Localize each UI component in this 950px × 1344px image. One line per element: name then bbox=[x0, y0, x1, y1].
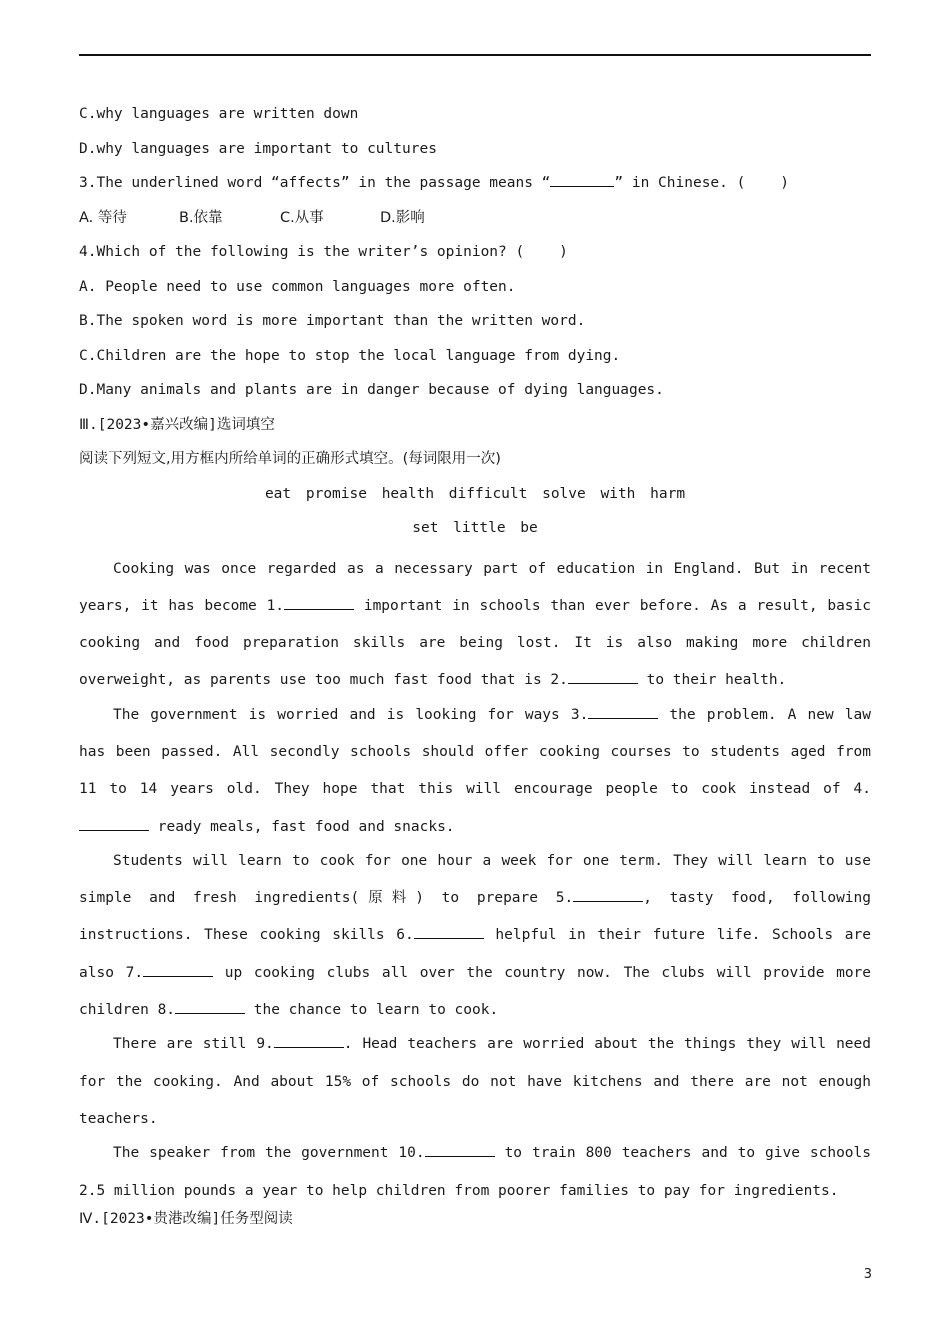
p1-text-c: to their health. bbox=[637, 672, 787, 689]
q3-option-d: D.影响 bbox=[380, 209, 425, 226]
q4-option-d: D.Many animals and plants are in danger because of dying languages. bbox=[79, 382, 664, 398]
blank-10[interactable] bbox=[425, 1142, 495, 1157]
p4-text-b: . Head teachers are worried about the things they will need for the cooking. And about 15% of schools do not have kitchens and there are not enough teachers. bbox=[79, 1036, 871, 1127]
p1-text-a: Cooking was once regarded as a necessary part of education in England. But in recent years, it has become 1. bbox=[79, 560, 871, 614]
page-content bbox=[79, 102, 871, 1241]
p3-text-c: helpful in their future life. Schools are also 7. bbox=[79, 927, 871, 981]
blank-6[interactable] bbox=[414, 924, 484, 939]
blank-5[interactable] bbox=[573, 887, 643, 902]
section4-source: [2023•贵港改编] bbox=[101, 1210, 221, 1227]
section4-heading bbox=[79, 1207, 871, 1242]
section3-heading bbox=[79, 413, 871, 448]
passage-paragraph-3 bbox=[79, 843, 871, 1029]
blank-4[interactable] bbox=[79, 816, 149, 831]
q3-stem-end: ” in Chinese. ( ) bbox=[614, 175, 790, 191]
p2-text-b: the problem. A new law has been passed. All secondly schools should offer cooking courses to students aged from 11 to 14 years old. They hope that this will encourage people to cook instead of 4. bbox=[79, 706, 871, 798]
q2-option-d: D.why languages are important to cultures bbox=[79, 140, 437, 157]
p3-text-b: , tasty food, following instructions. These cooking skills 6. bbox=[79, 890, 871, 944]
blank-8[interactable] bbox=[175, 999, 245, 1014]
q3-stem-start: 3.The underlined word “affects” in the passage means “ bbox=[79, 175, 551, 191]
word-bank-row-1: eat promise health difficult solve with harm bbox=[264, 485, 686, 502]
passage-paragraph-2 bbox=[79, 697, 871, 846]
section4-number: Ⅳ. bbox=[79, 1210, 102, 1227]
section3-instruction: 阅读下列短文,用方框内所给单词的正确形式填空。(每词限用一次) bbox=[79, 451, 501, 467]
p1-text-b: important in schools than ever before. As a result, basic cooking and food preparation skills are being lost. It is also making more children overweight, as parents use too much fast food that is 2. bbox=[79, 597, 871, 689]
q3-option-a: A. 等待 bbox=[79, 209, 127, 226]
q2-option-c: C.why languages are written down bbox=[79, 106, 359, 122]
q4-stem: 4.Which of the following is the writer’s opinion? ( ) bbox=[79, 244, 568, 260]
p4-text-a: There are still 9. bbox=[113, 1036, 274, 1053]
p3-text-a: Students will learn to cook for one hour a week for one term. They will learn to use simple and fresh ingredients(原料) to prepare 5. bbox=[79, 852, 871, 907]
word-bank-row-2: set little be bbox=[412, 520, 538, 536]
p2-text-a: The government is worried and is looking for ways 3. bbox=[113, 706, 589, 723]
q4-option-a: A. People need to use common languages more often. bbox=[79, 278, 516, 295]
p3-text-d: up cooking clubs all over the country now. The clubs will provide more children 8. bbox=[79, 964, 872, 1019]
p2-text-c: ready meals, fast food and snacks. bbox=[149, 818, 455, 835]
blank-9[interactable] bbox=[274, 1033, 344, 1048]
section3-number: Ⅲ. bbox=[79, 416, 98, 433]
passage-paragraph-4 bbox=[79, 1026, 871, 1138]
q4-option-c: C.Children are the hope to stop the local language from dying. bbox=[79, 347, 621, 364]
passage-paragraph-1 bbox=[79, 551, 871, 700]
section4-type: 任务型阅读 bbox=[220, 1210, 293, 1227]
blank-2[interactable] bbox=[568, 669, 638, 684]
section3-source: [2023•嘉兴改编] bbox=[97, 416, 217, 433]
q3-stem bbox=[79, 171, 871, 206]
passage-paragraph-5 bbox=[79, 1135, 871, 1210]
q3-option-b: B.依靠 bbox=[179, 209, 223, 226]
p3-text-e: the chance to learn to cook. bbox=[245, 1002, 499, 1019]
blank-3[interactable] bbox=[588, 704, 658, 719]
q4-option-b: B.The spoken word is more important than the written word. bbox=[79, 313, 586, 329]
p5-text-a: The speaker from the government 10. bbox=[113, 1145, 425, 1162]
header-rule bbox=[79, 54, 871, 56]
q3-option-c: C.从事 bbox=[280, 209, 324, 226]
p5-text-b: to train 800 teachers and to give schools 2.5 million pounds a year to help children from poorer families to pay for ingredients. bbox=[79, 1145, 871, 1199]
page-number: 3 bbox=[863, 1267, 872, 1282]
blank-1[interactable] bbox=[284, 595, 354, 610]
q3-options bbox=[79, 206, 871, 241]
section3-type: 选词填空 bbox=[216, 416, 275, 433]
blank-7[interactable] bbox=[143, 962, 213, 977]
q3-answer-blank[interactable] bbox=[550, 172, 614, 187]
